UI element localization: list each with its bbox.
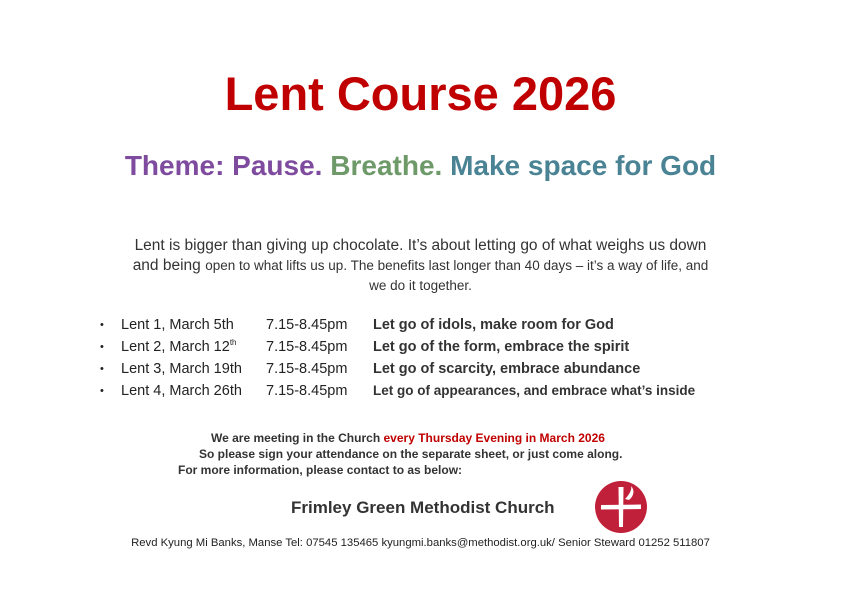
bullet: • (100, 319, 104, 331)
bullet: • (100, 363, 104, 375)
session-date: Lent 2, March 12th (121, 338, 237, 355)
session-topic: Let go of idols, make room for God (373, 317, 614, 333)
theme-line (0, 148, 841, 184)
session-date: Lent 4, March 26th (121, 383, 242, 399)
theme-pause: Theme: Pause. (124, 150, 323, 181)
session-time: 7.15-8.45pm (266, 383, 348, 399)
session-time: 7.15-8.45pm (266, 339, 348, 355)
session-time: 7.15-8.45pm (266, 361, 348, 377)
session-time: 7.15-8.45pm (266, 317, 348, 333)
meeting-line-1: We are meeting in the Church every Thursday Evening in March 2026 (211, 431, 605, 445)
contact-details: Revd Kyung Mi Banks, Manse Tel: 07545 135465 kyungmi.banks@methodist.org.uk/ Senior Steward 01252 511807 (131, 537, 710, 549)
session-date: Lent 3, March 19th (121, 361, 242, 377)
intro-line-1: Lent is bigger than giving up chocolate. It’s about letting go of what weighs us down (134, 237, 707, 254)
session-date: Lent 1, March 5th (121, 317, 234, 333)
church-name: Frimley Green Methodist Church (291, 498, 555, 517)
course-title: Lent Course 2026 (224, 67, 617, 120)
methodist-logo-icon (594, 480, 648, 534)
meeting-line-2: So please sign your attendance on the separate sheet, or just come along. (199, 447, 623, 461)
theme-breathe: Breathe. (330, 150, 443, 181)
intro-line-2-rest: open to what lifts us up. The benefits last longer than 40 days – it’s a way of life, and (205, 258, 709, 273)
intro-line-2-start: and being (132, 257, 201, 274)
bullet: • (100, 385, 104, 397)
session-topic: Let go of scarcity, embrace abundance (373, 361, 641, 377)
theme-make-space: Make space for God (450, 150, 717, 181)
bullet: • (100, 341, 104, 353)
meeting-line-3: For more information, please contact to as below: (178, 463, 463, 477)
session-topic: Let go of the form, embrace the spirit (373, 339, 630, 355)
meeting-highlight: every Thursday Evening in March 2026 (383, 431, 605, 445)
intro-line-3: we do it together. (369, 278, 472, 293)
intro-paragraph (70, 236, 771, 296)
session-topic: Let go of appearances, and embrace what’s inside (373, 383, 696, 398)
